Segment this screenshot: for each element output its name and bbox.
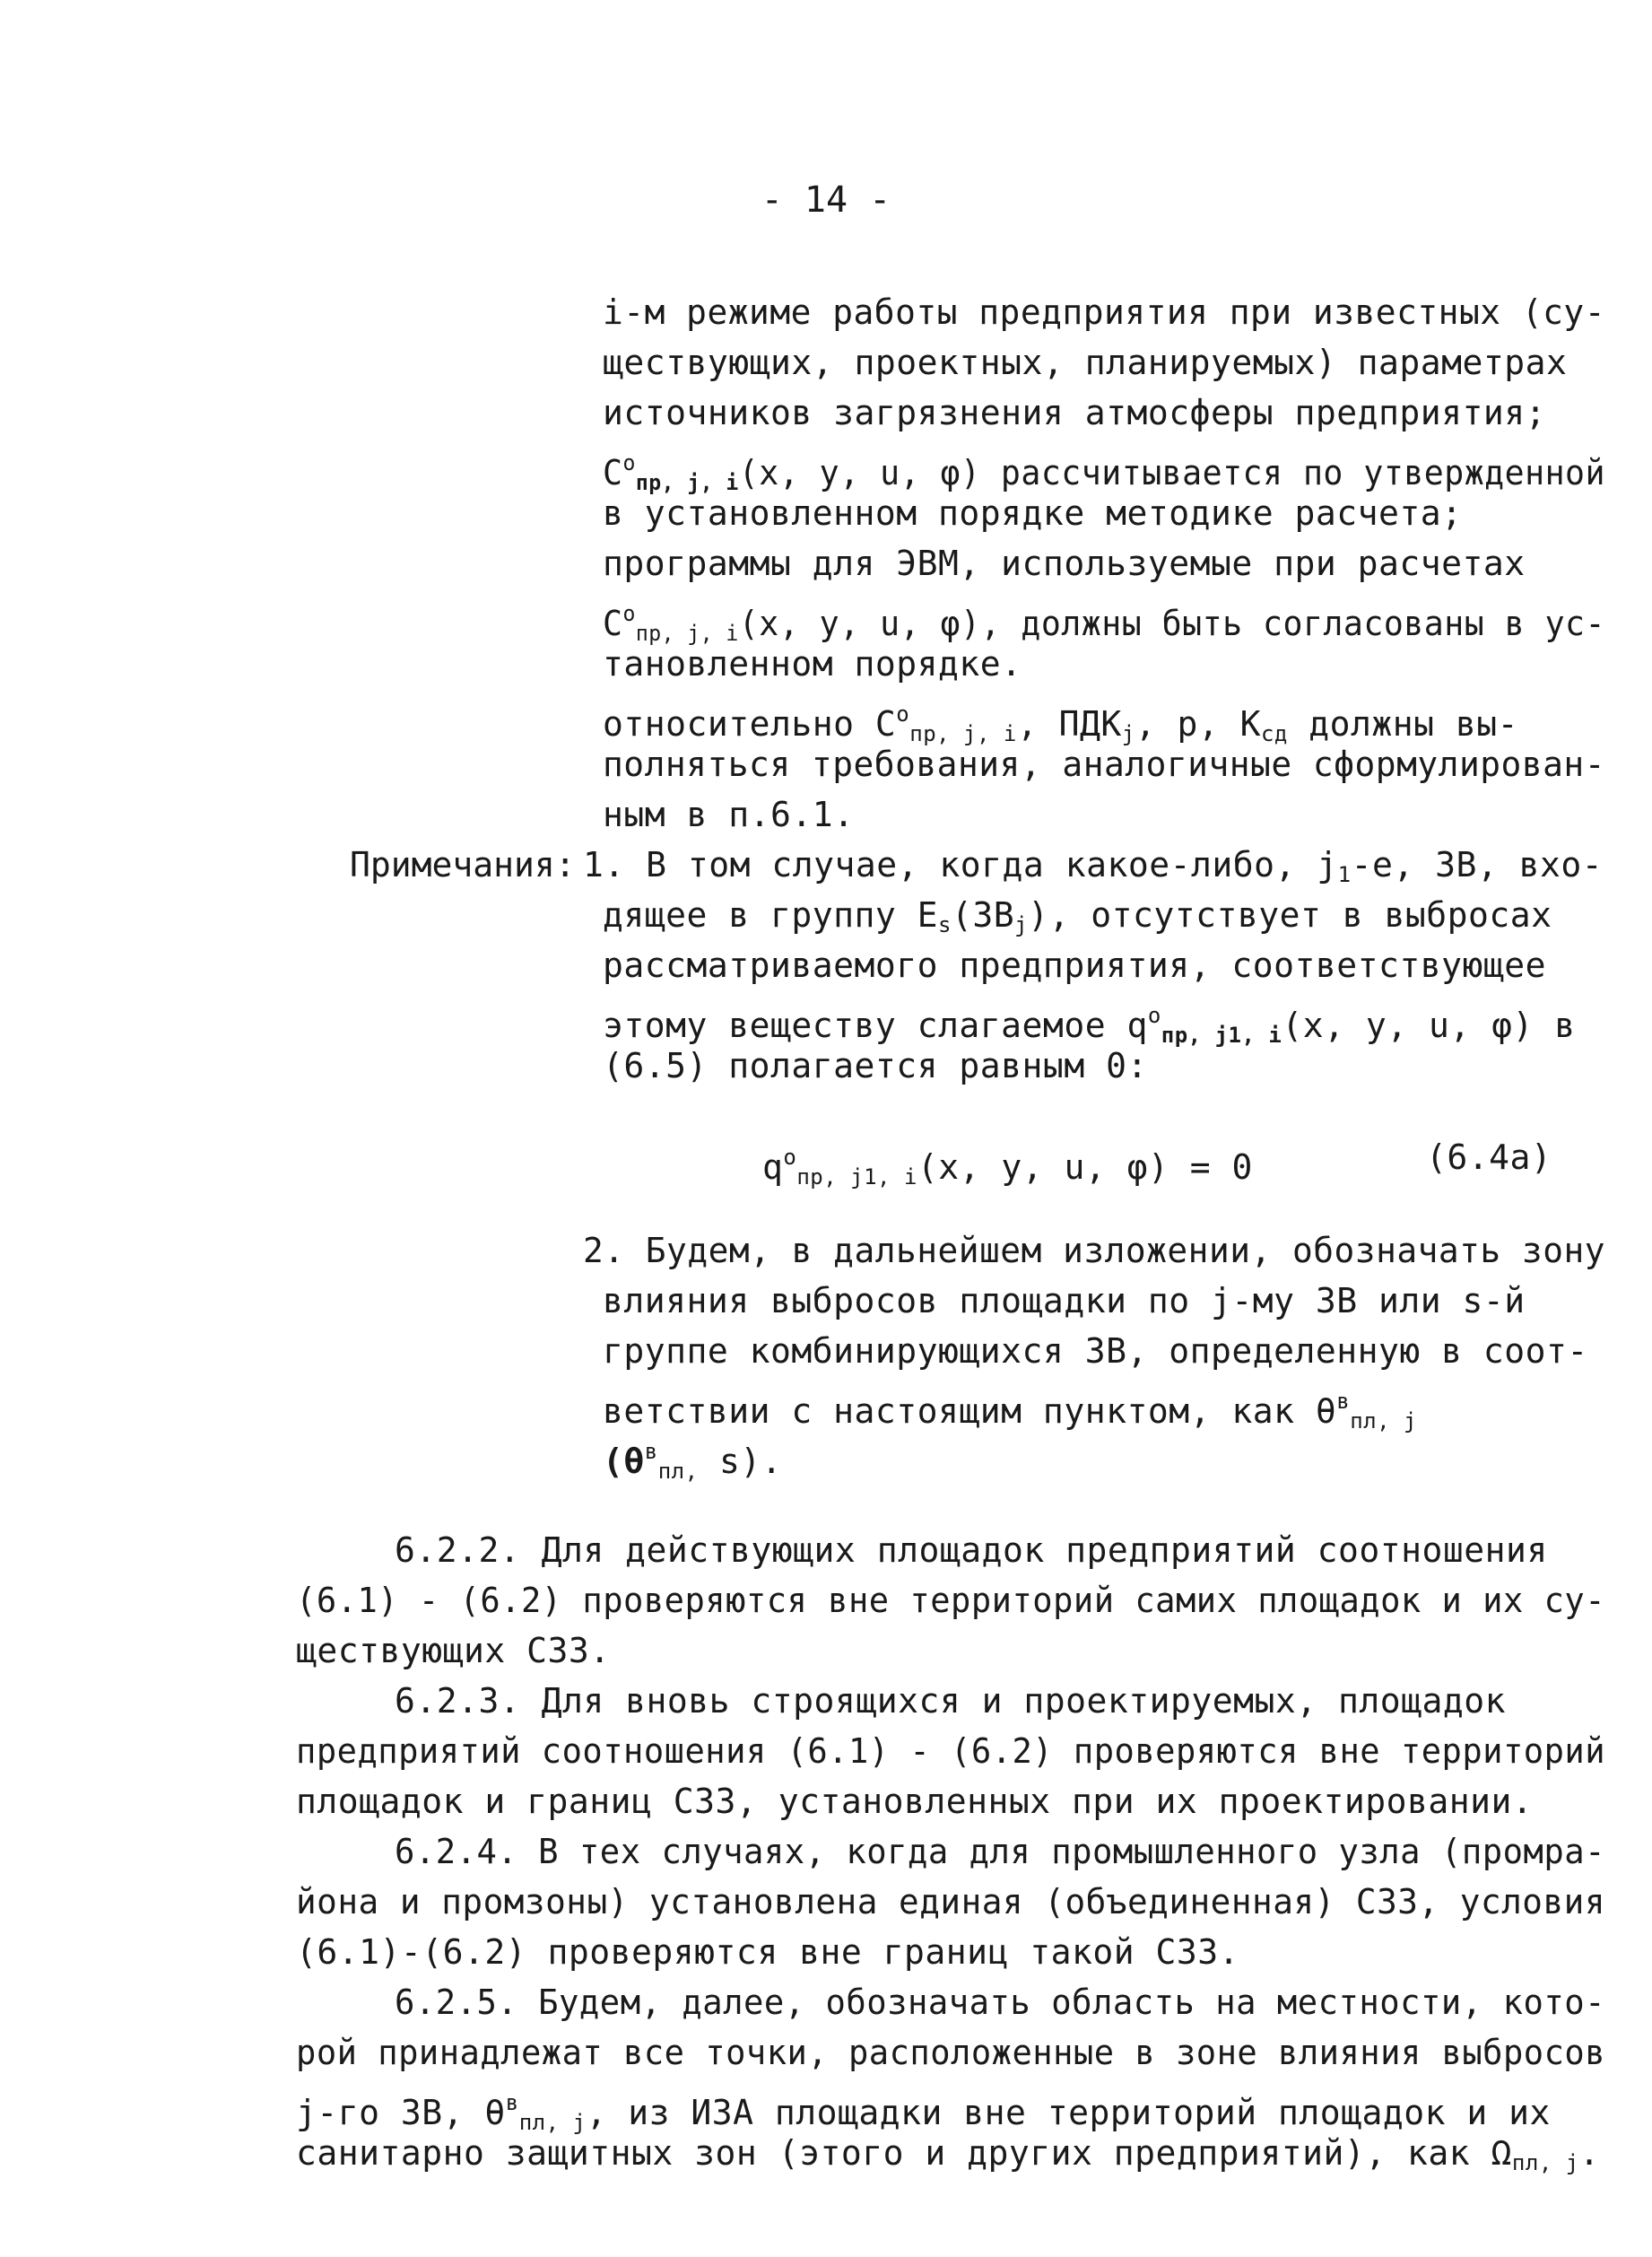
note-2-line-2: влияния выбросов площадки по j-му ЗВ или s-й	[603, 1281, 1526, 1320]
p624-line-1: 6.2.4. В тех случаях, когда для промышленного узла (промра-	[395, 1832, 1605, 1871]
intro-line-2: ществующих, проектных, планируемых) параметрах	[603, 343, 1568, 382]
note-1-line-2: дящее в группу $E_s(ЗВ_j)$, отсутствует в выбросах	[603, 895, 1552, 937]
note-2-line-3: группе комбинирующихся ЗВ, определенную в соот-	[603, 1331, 1588, 1371]
intro-line-9: относительно $C^o_{пр, j, i}$, $ПДК_j$, р, $К_{сд}$ должны вы-	[603, 702, 1519, 746]
note-2-line-4: ветствии с настоящим пунктом, как $\theta^в_{пл, j}$	[603, 1389, 1417, 1434]
intro-line-11: ным в п.6.1.	[603, 795, 855, 834]
intro-line-3: источников загрязнения атмосферы предприятия;	[603, 393, 1547, 432]
intro-line-4: $C^o_{пр, j, i}(x$, y, u, φ) рассчитывается по утвержденной	[603, 450, 1605, 495]
intro-line-6: программы для ЭВМ, используемые при расчетах	[603, 544, 1526, 583]
note-2-line-1: 2. Будем, в дальнейшем изложении, обозначать зону	[583, 1231, 1605, 1270]
page-number: - 14 -	[761, 179, 891, 221]
note-2-line-5: ($\theta^в_{пл,}$ s).	[603, 1439, 783, 1484]
p623-line-2: предприятий соотношения (6.1) - (6.2) проверяются вне территорий	[296, 1731, 1605, 1771]
equation-number: (6.4a)	[1426, 1137, 1552, 1177]
p625-line-2: рой принадлежат все точки, расположенные в зоне влияния выбросов	[296, 2033, 1605, 2072]
intro-line-10: полняться требования, аналогичные сформулирован-	[603, 745, 1605, 784]
p625-line-3: j-го ЗВ, $\theta^в_{пл, j}$, из ИЗА площадки вне территорий площадок и их	[296, 2090, 1551, 2135]
p622-line-1: 6.2.2. Для действующих площадок предприятий соотношения	[395, 1530, 1548, 1570]
p623-line-3: площадок и границ СЗЗ, установленных при их проектировании.	[296, 1782, 1534, 1821]
note-1-line-1: 1. В том случае, когда какое-либо, $j_1-е$, ЗВ, вхо-	[583, 845, 1604, 887]
equation-6-4a: $q^o_{пр, j1, i}(x$, y, u, φ) = 0	[762, 1145, 1253, 1190]
p624-line-2: йона и промзоны) установлена единая (объединенная) СЗЗ, условия	[296, 1882, 1605, 1922]
intro-line-5: в установленном порядке методике расчета;	[603, 493, 1463, 533]
p622-line-3: ществующих СЗЗ.	[296, 1631, 611, 1670]
intro-line-7: $C^o_{пр, j, i}(x$, y, u, φ), должны быть согласованы в ус-	[603, 601, 1605, 646]
note-1-line-5: (6.5) полагается равным 0:	[603, 1046, 1148, 1085]
p624-line-3: (6.1)-(6.2) проверяются вне границ такой СЗЗ.	[296, 1932, 1240, 1972]
p623-line-1: 6.2.3. Для вновь строящихся и проектируемых, площадок	[395, 1681, 1507, 1721]
p625-line-4: санитарно защитных зон (этого и других предприятий), как $\Omega_{пл, j}$.	[296, 2133, 1601, 2175]
p622-line-2: (6.1) - (6.2) проверяются вне территорий самих площадок и их су-	[296, 1581, 1605, 1620]
notes-label: Примечания:	[350, 845, 576, 884]
p625-line-1: 6.2.5. Будем, далее, обозначать область на местности, кото-	[395, 1982, 1605, 2022]
intro-line-8: тановленном порядке.	[603, 644, 1022, 684]
note-1-line-3: рассматриваемого предприятия, соответствующее	[603, 946, 1547, 985]
intro-line-1: i-м режиме работы предприятия при известных (су-	[603, 292, 1605, 332]
note-1-line-4: этому веществу слагаемое $q^o_{пр, j1, i}(x$, y, u, φ) в	[603, 1003, 1576, 1048]
